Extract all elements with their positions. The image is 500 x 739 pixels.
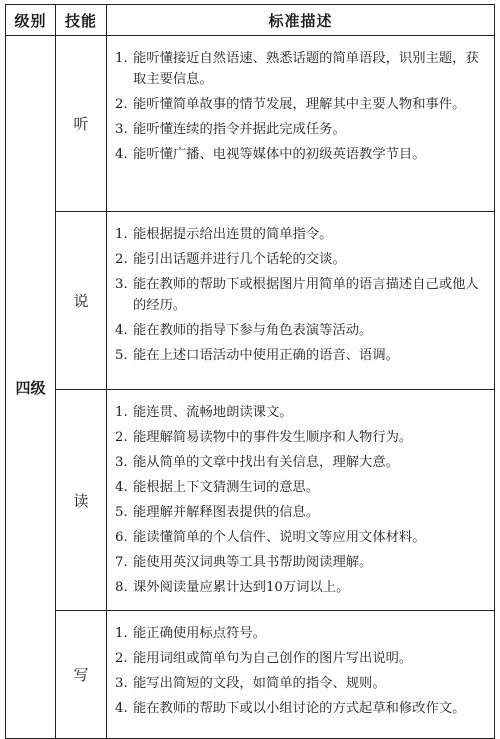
item-number: 3. [115, 277, 128, 292]
list-item [115, 94, 486, 115]
item-text: 能在教师的指导下参与角色表演等活动。 [133, 323, 373, 338]
list-item [115, 224, 486, 245]
list-item [115, 274, 486, 316]
header-skill: 技能 [56, 5, 107, 36]
list-item [115, 577, 486, 598]
list-item [115, 527, 486, 548]
skill-writing: 写 [56, 611, 107, 739]
list-item [115, 402, 486, 423]
item-number: 6. [115, 530, 128, 545]
description-writing [107, 611, 495, 739]
item-text: 课外阅读量应累计达到10万词以上。 [133, 580, 350, 595]
item-text: 能在教师的帮助下或根据图片用简单的语言描述自己或他人的经历。 [133, 277, 479, 313]
item-number: 4. [115, 701, 128, 716]
item-text: 能从简单的文章中找出有关信息，理解大意。 [133, 455, 399, 470]
item-number: 4. [115, 480, 128, 495]
item-text: 能在上述口语活动中使用正确的语音、语调。 [133, 348, 399, 363]
item-text: 能听懂连续的指令并据此完成任务。 [133, 122, 346, 137]
list-item [115, 345, 486, 366]
item-text: 能引出话题并进行几个话轮的交谈。 [133, 252, 346, 267]
list-item [115, 623, 486, 644]
list-item [115, 119, 486, 140]
item-number: 1. [115, 626, 128, 641]
item-number: 3. [115, 122, 128, 137]
item-text: 能理解并解释图表提供的信息。 [133, 505, 320, 520]
standards-table [5, 4, 495, 739]
item-number: 2. [115, 252, 128, 267]
item-text: 能连贯、流畅地朗读课文。 [133, 405, 293, 420]
list-item [115, 320, 486, 341]
item-text: 能听懂广播、电视等媒体中的初级英语教学节目。 [133, 147, 426, 162]
list-item [115, 427, 486, 448]
list-item [115, 502, 486, 523]
item-text: 能写出简短的文段，如简单的指令、规则。 [133, 676, 386, 691]
item-number: 4. [115, 323, 128, 338]
skill-reading: 读 [56, 390, 107, 611]
list-item [115, 698, 486, 719]
description-reading [107, 390, 495, 611]
item-number: 3. [115, 676, 128, 691]
list-item [115, 673, 486, 694]
level-cell: 四级 [6, 36, 56, 739]
skill-speaking: 说 [56, 212, 107, 390]
item-text: 能在教师的帮助下或以小组讨论的方式起草和修改作文。 [133, 701, 466, 716]
skill-row-reading [6, 390, 495, 611]
item-number: 2. [115, 651, 128, 666]
list-item [115, 249, 486, 270]
skill-row-writing [6, 611, 495, 739]
skill-row-speaking [6, 212, 495, 390]
item-number: 7. [115, 555, 128, 570]
item-number: 5. [115, 505, 128, 520]
item-text: 能根据上下文猜测生词的意思。 [133, 480, 320, 495]
item-number: 1. [115, 51, 128, 66]
table-header-row [6, 5, 495, 36]
item-text: 能正确使用标点符号。 [133, 626, 266, 641]
item-text: 能读懂简单的个人信件、说明文等应用文体材料。 [133, 530, 426, 545]
item-number: 1. [115, 227, 128, 242]
description-listening [107, 36, 495, 212]
item-text: 能听懂接近自然语速、熟悉话题的简单语段，识别主题，获取主要信息。 [133, 51, 479, 87]
item-number: 4. [115, 147, 128, 162]
item-text: 能听懂简单故事的情节发展，理解其中主要人物和事件。 [133, 97, 466, 112]
skill-listening: 听 [56, 36, 107, 212]
list-item [115, 144, 486, 165]
description-speaking [107, 212, 495, 390]
list-item [115, 48, 486, 90]
list-item [115, 648, 486, 669]
item-text: 能用词组或简单句为自己创作的图片写出说明。 [133, 651, 413, 666]
list-item [115, 477, 486, 498]
header-level: 级别 [6, 5, 56, 36]
item-number: 2. [115, 97, 128, 112]
skill-row-listening [6, 36, 495, 212]
list-item [115, 452, 486, 473]
header-description: 标准描述 [107, 5, 495, 36]
item-number: 1. [115, 405, 128, 420]
list-item [115, 552, 486, 573]
item-text: 能使用英汉词典等工具书帮助阅读理解。 [133, 555, 373, 570]
item-number: 3. [115, 455, 128, 470]
item-number: 8. [115, 580, 128, 595]
item-number: 2. [115, 430, 128, 445]
item-text: 能理解简易读物中的事件发生顺序和人物行为。 [133, 430, 413, 445]
item-number: 5. [115, 348, 128, 363]
item-text: 能根据提示给出连贯的简单指令。 [133, 227, 333, 242]
